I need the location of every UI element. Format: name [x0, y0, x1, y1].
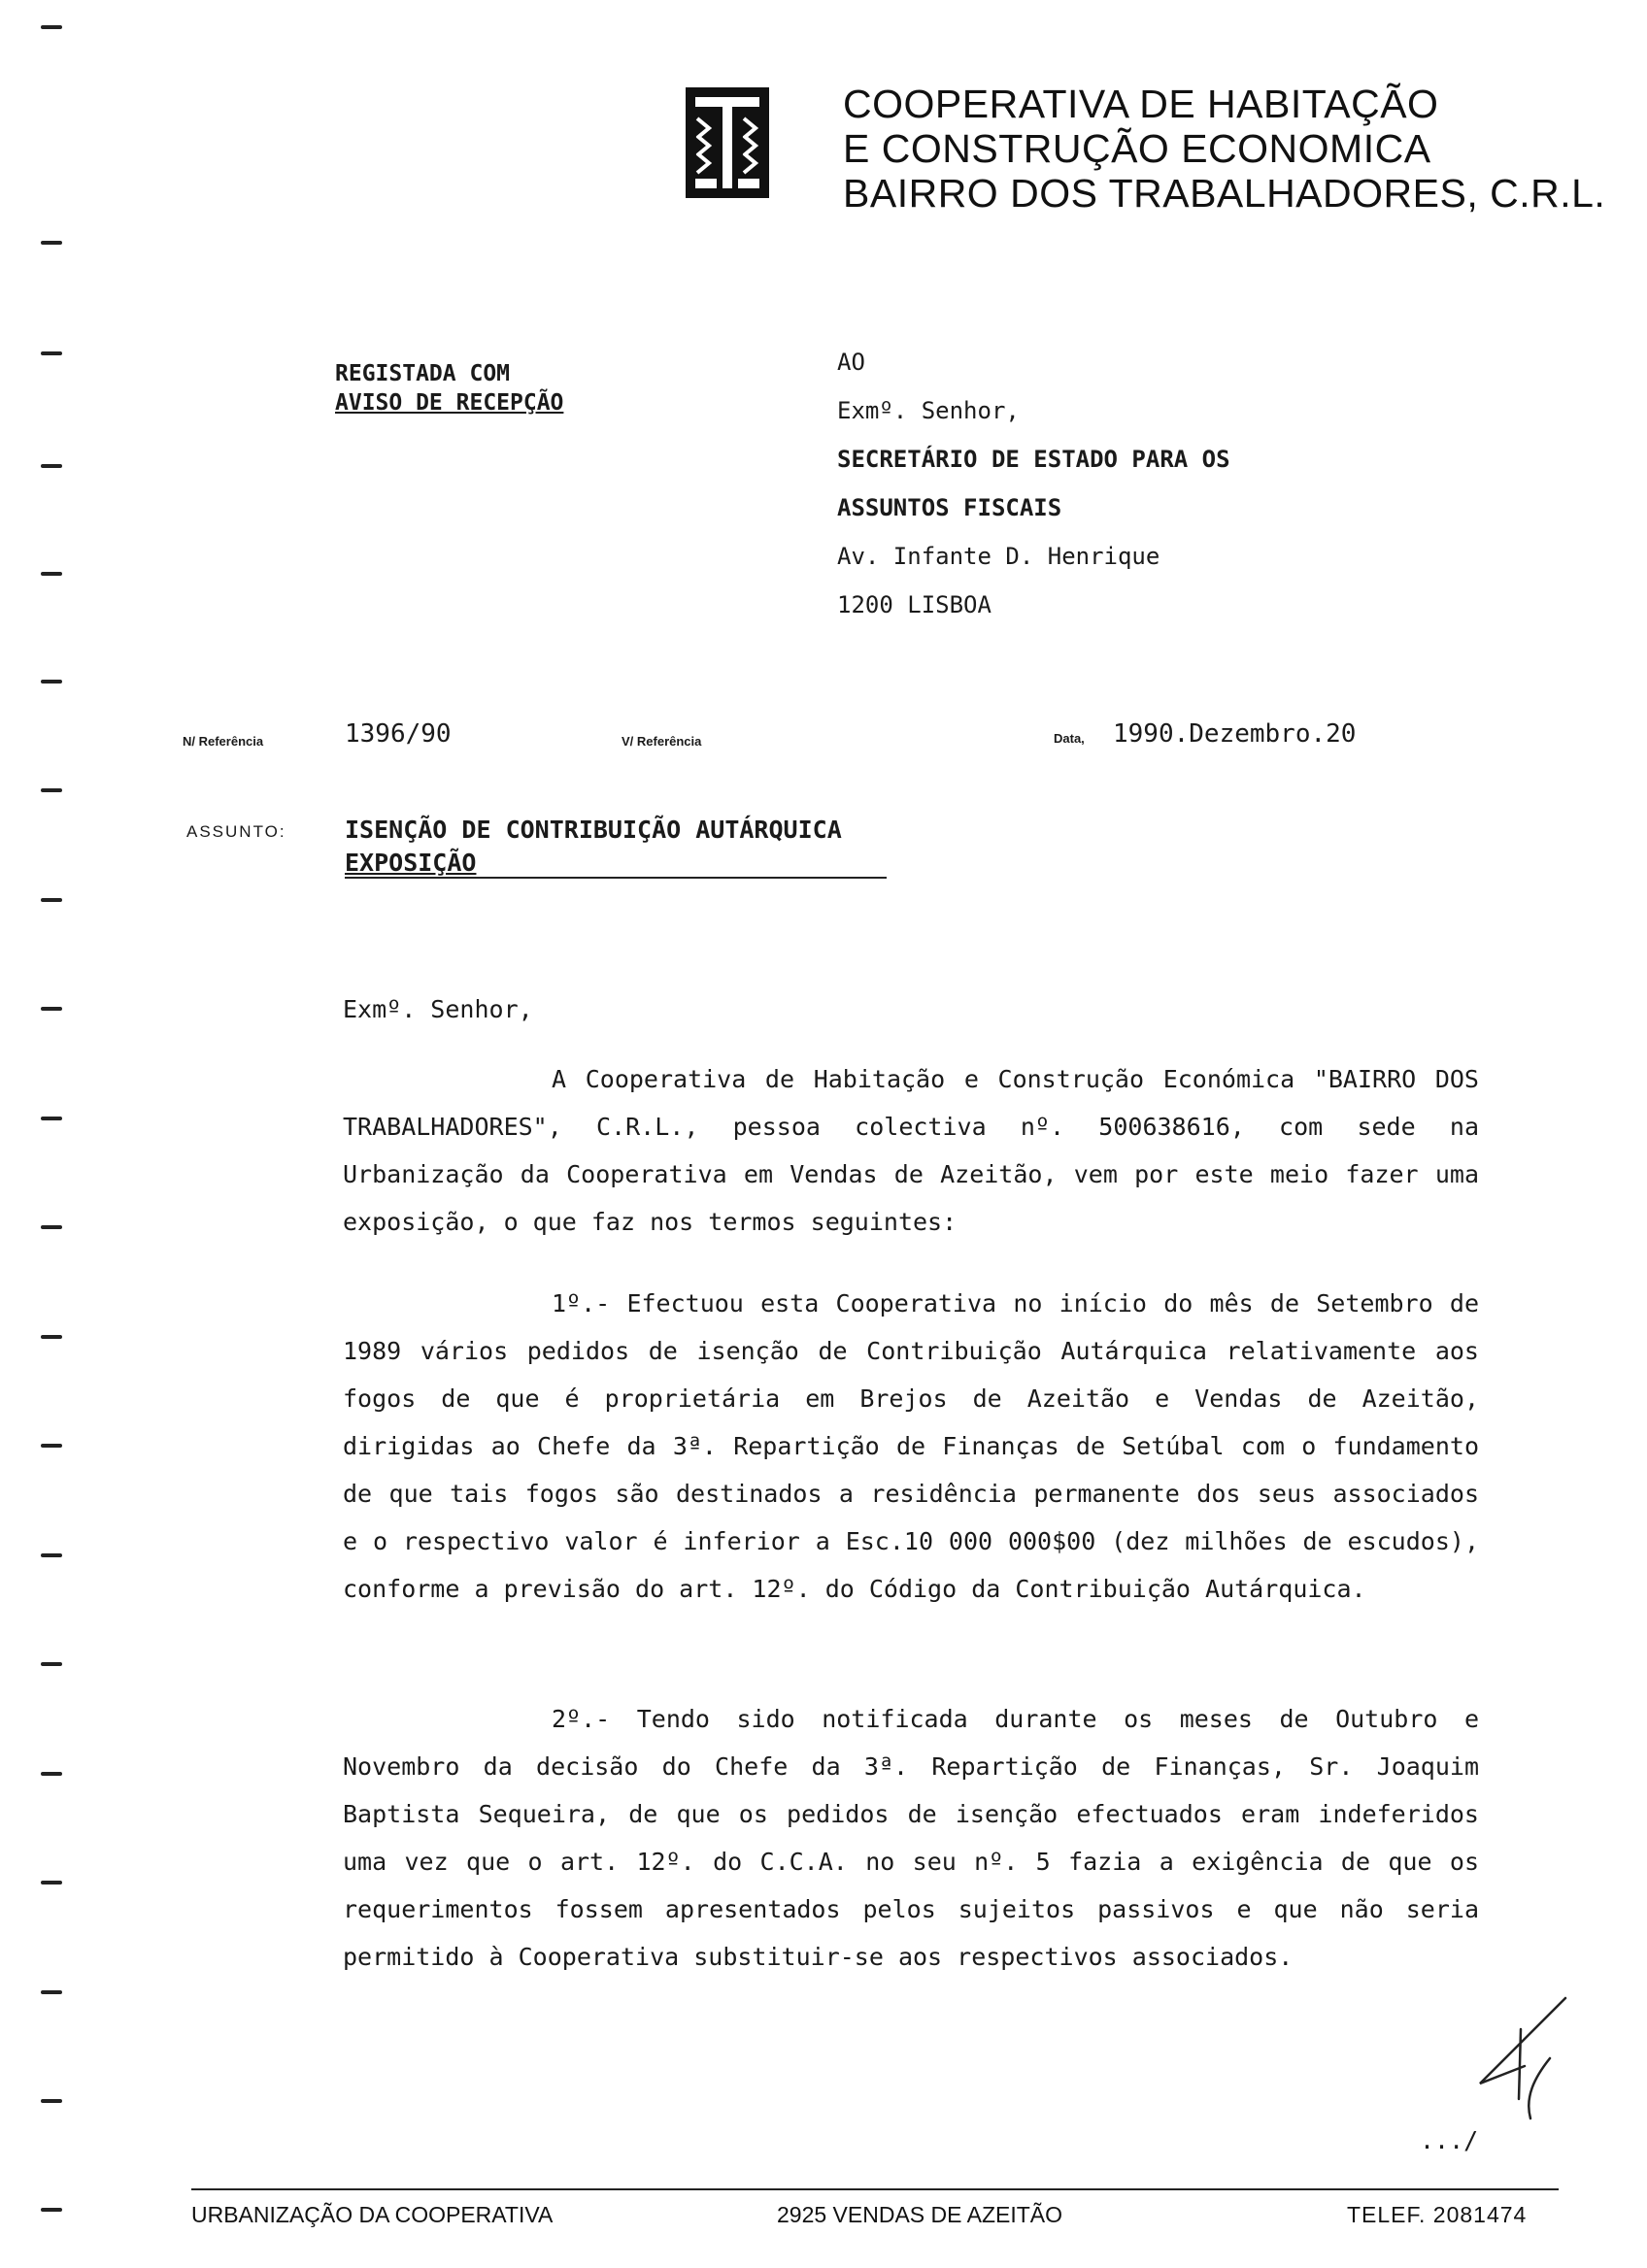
- addressee-line: Exmº. Senhor,: [837, 397, 1020, 424]
- addressee-line: SECRETÁRIO DE ESTADO PARA OS: [837, 446, 1230, 473]
- footer-rule: [191, 2188, 1559, 2190]
- company-name-line: BAIRRO DOS TRABALHADORES, C.R.L.: [843, 171, 1606, 216]
- addressee-line: Av. Infante D. Henrique: [837, 543, 1160, 570]
- date-label: Data,: [1054, 731, 1085, 746]
- subject-label: ASSUNTO:: [186, 822, 286, 841]
- paragraph-point-1: [343, 1280, 1479, 1613]
- footer-town: 2925 VENDAS DE AZEITÃO: [777, 2202, 1063, 2227]
- registered-line: REGISTADA COM: [335, 361, 511, 386]
- subject-line: ISENÇÃO DE CONTRIBUIÇÃO AUTÁRQUICA: [345, 816, 842, 844]
- paragraph-text: A Cooperativa de Habitação e Construção Económica "BAIRRO DOS TRABALHADORES", C.R.L., pessoa colectiva nº. 500638616, com sede na Urbanização da Cooperativa em Vendas de Azeitão, vem por este meio fazer uma exposição, o que faz nos termos seguintes:: [343, 1065, 1479, 1236]
- continuation-mark: .../: [1420, 2126, 1479, 2154]
- our-reference-label: N/ Referência: [183, 734, 264, 749]
- footer-phone: TELEF. 2081474: [1347, 2202, 1528, 2227]
- salutation: Exmº. Senhor,: [343, 995, 533, 1023]
- paragraph-text: 2º.- Tendo sido notificada durante os meses de Outubro e Novembro da decisão do Chefe da 3ª. Repartição de Finanças, Sr. Joaquim Baptista Sequeira, de que os pedidos de isenção efectuados eram indeferidos uma vez que o art. 12º. do C.C.A. no seu nº. 5 fazia a exigência de que os requerimentos fossem apresentados pelos sujeitos passivos e que não seria permitido à Cooperativa substituir-se aos respectivos associados.: [343, 1705, 1479, 1971]
- subject-rule: [345, 877, 887, 879]
- cooperative-logo: [684, 85, 771, 200]
- company-name-line: E CONSTRUÇÃO ECONOMICA: [843, 126, 1431, 171]
- paragraph-text: 1º.- Efectuou esta Cooperativa no início do mês de Setembro de 1989 vários pedidos de isenção de Contribuição Autárquica relativamente aos fogos de que é proprietária em Brejos de Azeitão e Vendas de Azeitão, dirigidas ao Chefe da 3ª. Repartição de Finanças de Setúbal com o fundamento de que tais fogos são destinados a residência permanente dos seus associados e o respectivo valor é inferior a Esc.10 000 000$00 (dez milhões de escudos), conforme a previsão do art. 12º. do Código da Contribuição Autárquica.: [343, 1289, 1479, 1603]
- company-name-line: COOPERATIVA DE HABITAÇÃO: [843, 82, 1439, 126]
- addressee-line: AO: [837, 349, 865, 376]
- subject-line: EXPOSIÇÃO: [345, 849, 477, 877]
- paragraph-point-2: [343, 1695, 1479, 1981]
- addressee-block: [837, 338, 1230, 629]
- addressee-line: ASSUNTOS FISCAIS: [837, 494, 1062, 521]
- handwritten-initials: [1457, 1990, 1583, 2136]
- your-reference-label: V/ Referência: [622, 734, 702, 749]
- date-value: 1990.Dezembro.20: [1113, 719, 1357, 749]
- company-name: [843, 82, 1605, 216]
- registered-line: AVISO DE RECEPÇÃO: [335, 390, 564, 416]
- registered-mail-note: [335, 359, 563, 417]
- our-reference-value: 1396/90: [345, 719, 452, 749]
- paragraph-intro: [343, 1055, 1479, 1246]
- addressee-line: 1200 LISBOA: [837, 591, 992, 618]
- subject-block: [345, 814, 842, 880]
- footer-address: URBANIZAÇÃO DA COOPERATIVA: [191, 2202, 554, 2227]
